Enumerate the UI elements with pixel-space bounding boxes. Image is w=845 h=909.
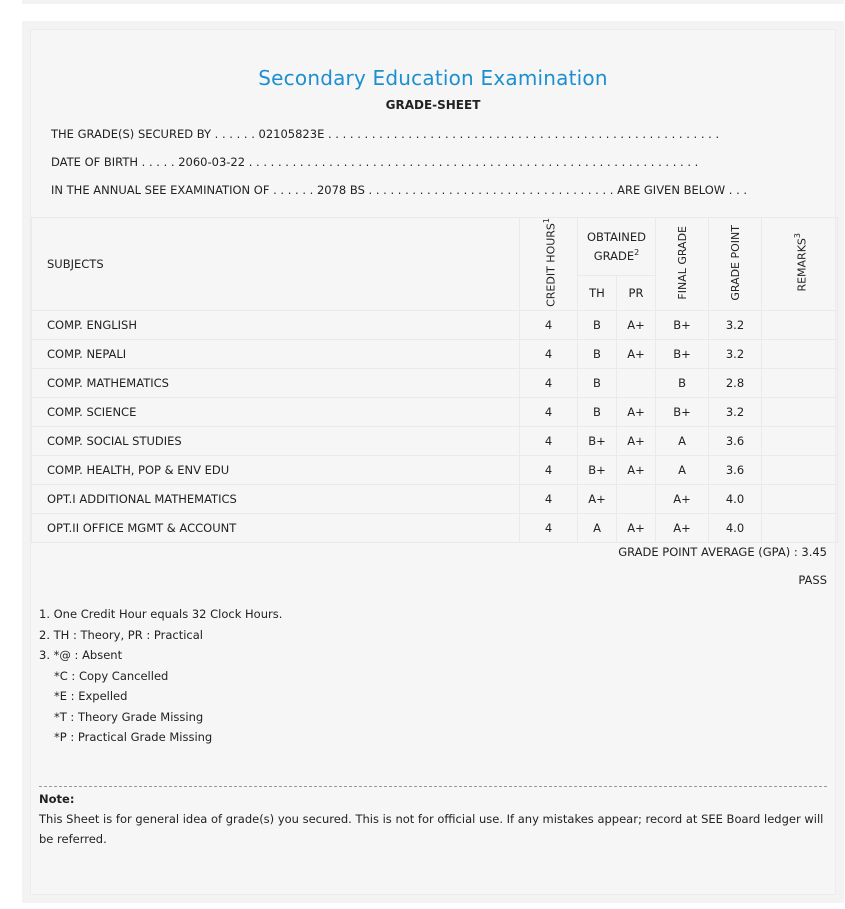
table-row	[32, 455, 838, 484]
theory-grade-cell: B	[578, 310, 617, 339]
exam-title: Secondary Education Examination	[258, 66, 608, 90]
grade-sheet	[30, 29, 836, 895]
credit-cell: 4	[520, 484, 578, 513]
grade-point-cell: 3.2	[709, 397, 762, 426]
footnotes	[39, 604, 282, 748]
theory-grade-cell: B+	[578, 455, 617, 484]
final-grade-cell: B+	[656, 397, 709, 426]
grade-point-header: GRADE POINT	[709, 218, 762, 311]
practical-grade-cell: A+	[617, 513, 656, 542]
credit-cell: 4	[520, 397, 578, 426]
table-row	[32, 426, 838, 455]
final-grade-cell: B+	[656, 339, 709, 368]
grades-table	[31, 217, 838, 543]
grade-sheet-panel	[22, 21, 844, 903]
credit-cell: 4	[520, 426, 578, 455]
practical-header: PR	[617, 275, 656, 310]
credit-cell: 4	[520, 339, 578, 368]
practical-grade-cell: A+	[617, 310, 656, 339]
grade-point-cell: 3.6	[709, 455, 762, 484]
sheet-subtitle: GRADE-SHEET	[385, 98, 481, 112]
gpa-summary: GRADE POINT AVERAGE (GPA) : 3.45	[618, 545, 827, 559]
theory-grade-cell: A	[578, 513, 617, 542]
obtained-grade-header: OBTAINED GRADE$^2$	[578, 218, 656, 276]
remarks-cell	[762, 513, 838, 542]
subject-cell: COMP. SOCIAL STUDIES	[32, 426, 520, 455]
final-grade-cell: A+	[656, 513, 709, 542]
table-row	[32, 368, 838, 397]
footnote-copy-cancelled: *C : Copy Cancelled	[54, 668, 169, 683]
credit-cell: 4	[520, 310, 578, 339]
credit-cell: 4	[520, 455, 578, 484]
grade-point-cell: 4.0	[709, 513, 762, 542]
table-row	[32, 310, 838, 339]
subject-cell: OPT.II OFFICE MGMT & ACCOUNT	[32, 513, 520, 542]
date-of-birth-line: DATE OF BIRTH . . . . . 2060-03-22 . . . . . . . . . . . . . . . . . . . . . . . . . . . . . . . . . . . . . . . . . . . . . . . . . . . . . . . . . . . . . .	[51, 155, 699, 169]
credit-cell: 4	[520, 513, 578, 542]
footnote-practical-missing: *P : Practical Grade Missing	[54, 730, 213, 744]
subjects-header: SUBJECTS	[32, 218, 520, 311]
table-row	[32, 484, 838, 513]
final-grade-header: FINAL GRADE	[656, 218, 709, 311]
practical-grade-cell: A+	[617, 455, 656, 484]
remarks-cell	[762, 484, 838, 513]
theory-grade-cell: B	[578, 339, 617, 368]
final-grade-cell: B+	[656, 310, 709, 339]
practical-grade-cell	[617, 368, 656, 397]
subject-cell: OPT.I ADDITIONAL MATHEMATICS	[32, 484, 520, 513]
footnote-theory-missing: *T : Theory Grade Missing	[54, 709, 204, 724]
theory-grade-cell: A+	[578, 484, 617, 513]
note-text: This Sheet is for general idea of grade(s) you secured. This is not for official use. If any mistakes appear; record at SEE Board ledger will be referred.	[39, 812, 824, 846]
subject-cell: COMP. HEALTH, POP & ENV EDU	[32, 455, 520, 484]
exam-year-line: IN THE ANNUAL SEE EXAMINATION OF . . . . . . 2078 BS . . . . . . . . . . . . . . . . . . . . . . . . . . . . . . . . . . ARE GIVEN BELOW . . .	[51, 183, 748, 197]
table-row	[32, 513, 838, 542]
practical-grade-cell	[617, 484, 656, 513]
remarks-header: REMARKS$^3$	[762, 218, 838, 311]
final-grade-cell: A	[656, 455, 709, 484]
table-row	[32, 339, 838, 368]
practical-grade-cell: A+	[617, 339, 656, 368]
result-status: PASS	[798, 573, 827, 587]
grade-point-cell: 2.8	[709, 368, 762, 397]
final-grade-cell: A+	[656, 484, 709, 513]
final-grade-cell: A	[656, 426, 709, 455]
remarks-cell	[762, 339, 838, 368]
subject-cell: COMP. SCIENCE	[32, 397, 520, 426]
remarks-cell	[762, 426, 838, 455]
grade-point-cell: 3.2	[709, 310, 762, 339]
remarks-cell	[762, 310, 838, 339]
practical-grade-cell: A+	[617, 397, 656, 426]
theory-grade-cell: B	[578, 397, 617, 426]
note-label: Note:	[39, 792, 75, 806]
grade-point-cell: 4.0	[709, 484, 762, 513]
note-divider	[39, 786, 827, 787]
remarks-cell	[762, 455, 838, 484]
footnote-1: 1. One Credit Hour equals 32 Clock Hours.	[39, 607, 283, 621]
table-row	[32, 397, 838, 426]
subject-cell: COMP. MATHEMATICS	[32, 368, 520, 397]
top-strip	[22, 0, 844, 4]
grade-point-cell: 3.2	[709, 339, 762, 368]
theory-grade-cell: B+	[578, 426, 617, 455]
credit-hours-header: CREDIT HOURS$^1$	[520, 218, 578, 311]
footnote-3: 3. *@ : Absent	[39, 648, 123, 662]
subject-cell: COMP. NEPALI	[32, 339, 520, 368]
practical-grade-cell: A+	[617, 426, 656, 455]
footnote-expelled: *E : Expelled	[54, 689, 128, 703]
theory-grade-cell: B	[578, 368, 617, 397]
symbol-number-line: THE GRADE(S) SECURED BY . . . . . . 02105823E . . . . . . . . . . . . . . . . . . . . . . . . . . . . . . . . . . . . . . . . . . . . . . . . . . . . . .	[51, 127, 720, 141]
grade-point-cell: 3.6	[709, 426, 762, 455]
credit-cell: 4	[520, 368, 578, 397]
final-grade-cell: B	[656, 368, 709, 397]
remarks-cell	[762, 397, 838, 426]
theory-header: TH	[578, 275, 617, 310]
remarks-cell	[762, 368, 838, 397]
footnote-2: 2. TH : Theory, PR : Practical	[39, 627, 203, 642]
subject-cell: COMP. ENGLISH	[32, 310, 520, 339]
